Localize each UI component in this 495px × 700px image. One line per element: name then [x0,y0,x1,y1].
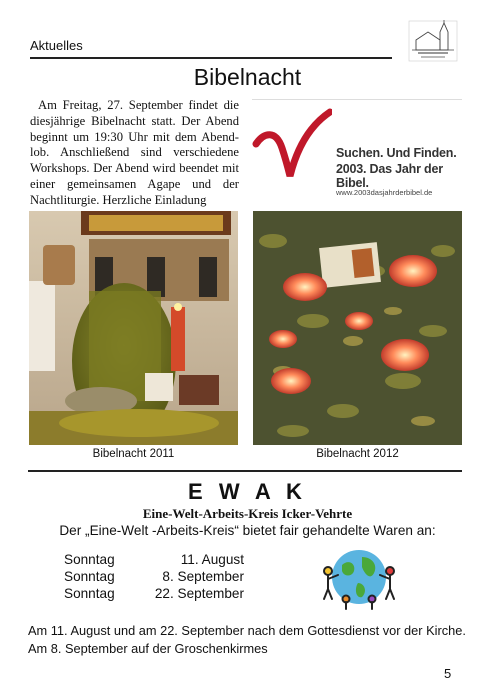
ad-year-line: 2003. Das Jahr der Bibel. [336,162,443,190]
schedule-day: Sonntag [64,586,115,601]
bible-year-ad [252,99,462,198]
schedule-date: 8. September [162,569,244,584]
schedule-row [64,569,264,586]
intro-line: mit einer gemeinsamen Agape und der [30,161,239,191]
intro-line: Nachtliturgie. Herzliche Einladung [30,192,207,207]
schedule-day: Sonntag [64,569,115,584]
ewak-description: Der „Eine-Welt -Arbeits-Kreis“ bietet fair gehandelte Waren an: [59,523,436,538]
intro-line: lob. Anschließend sind verschiedene [30,145,239,160]
photo-bibelnacht-2011 [29,211,238,445]
church-logo-icon [408,20,458,62]
page-number: 5 [444,666,452,681]
ewak-note: Am 11. August und am 22. September nach dem Gottesdienst vor der Kirche. [28,623,466,638]
schedule-row [64,586,264,603]
checkmark-logo-icon [252,104,332,184]
header-divider [30,57,392,59]
ewak-subtitle: Eine-Welt-Arbeits-Kreis Icker-Vehrte [142,506,353,521]
globe-people-icon [320,543,398,611]
ewak-title: E W A K [188,479,307,504]
section-divider [28,470,462,472]
ad-slogan: Suchen. Und Finden. [336,146,457,160]
intro-line: Workshops. Der Abend wird beendet [30,161,219,176]
sales-schedule [64,552,264,603]
photo-caption-2011: Bibelnacht 2011 [92,448,175,460]
intro-line: Am Freitag, 27. September findet die [38,98,239,112]
schedule-row [64,552,264,569]
intro-paragraph [30,98,239,209]
schedule-date: 11. August [180,552,244,567]
schedule-day: Sonntag [64,552,115,567]
article-title: Bibelnacht [193,64,302,90]
ad-url: www.2003dasjahrderbibel.de [336,188,433,197]
intro-line: beginnt um 19:30 Uhr mit dem Abend- [30,129,239,144]
intro-line: diesjährige Bibelnacht statt. Der Abend [30,113,239,128]
ewak-note: Am 8. September auf der Groschenkirmes [28,641,268,656]
photo-bibelnacht-2012 [253,211,462,445]
schedule-date: 22. September [154,586,244,601]
photo-caption-2012: Bibelnacht 2012 [316,448,399,460]
section-label: Aktuelles [30,38,83,53]
